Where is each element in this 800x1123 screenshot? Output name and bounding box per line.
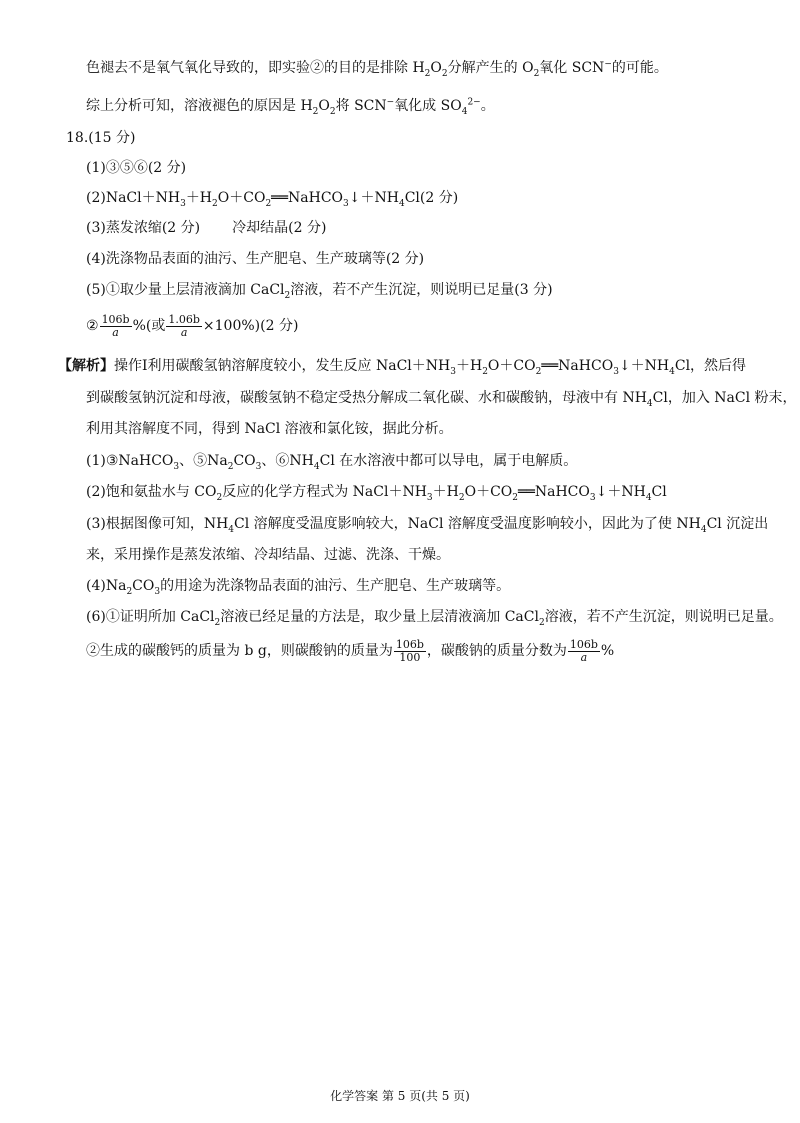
text: % <box>600 643 615 659</box>
fraction <box>100 314 132 339</box>
answer-2 <box>86 188 458 208</box>
text: 氧化 SCN <box>539 60 605 76</box>
answer-3 <box>86 218 326 238</box>
subscript: 4 <box>646 398 653 409</box>
paragraph-line-2 <box>86 96 495 116</box>
subscript: 2 <box>214 617 221 628</box>
superscript: − <box>386 97 395 108</box>
text: ×100%)(2 分) <box>202 318 299 334</box>
answer-5 <box>86 280 553 300</box>
subscript: 4 <box>700 524 707 535</box>
answer-5-part-2 <box>86 311 298 341</box>
question-heading <box>66 128 135 148</box>
subscript: 2 <box>329 106 336 117</box>
page-footer: 化学答案 第 5 页(共 5 页) <box>330 1089 470 1103</box>
answer-4 <box>86 249 424 269</box>
analysis-line-8 <box>86 576 510 596</box>
subscript: 2 <box>284 290 291 301</box>
subscript: 2 <box>424 68 431 79</box>
paragraph-line-1 <box>86 58 668 78</box>
analysis-line-5 <box>86 482 667 502</box>
fraction <box>166 314 202 339</box>
subscript: 3 <box>613 366 619 377</box>
text: 综上分析可知，溶液褪色的原因是 H <box>86 98 313 114</box>
subscript: 3 <box>343 198 349 209</box>
text: 。 <box>480 98 495 114</box>
text: ，碳酸钠的质量分数为 <box>426 643 567 659</box>
numerator: 1.06b <box>168 312 200 326</box>
text: O <box>430 60 442 76</box>
text: ══NaHCO <box>271 190 344 206</box>
text: 冷却结晶(2 分) <box>232 220 327 236</box>
analysis-line-10 <box>86 636 614 666</box>
text: ② <box>86 318 99 334</box>
text: CO <box>132 578 155 594</box>
text: ②生成的碳酸钙的质量为 b g，则碳酸钠的质量为 <box>86 643 393 659</box>
text: ↓＋NH <box>595 484 646 500</box>
subscript: 2 <box>482 366 488 377</box>
analysis-line-4 <box>86 451 577 471</box>
text: (1)③⑤⑥(2 分) <box>86 160 187 176</box>
text: (2)NaCl＋NH <box>86 190 181 206</box>
text: 分解产生的 O <box>447 60 534 76</box>
numerator: 106b <box>569 637 598 651</box>
subscript: 2 <box>458 492 465 503</box>
subscript: 3 <box>426 492 433 503</box>
text: (4)洗涤物品表面的油污、生产肥皂、生产玻璃等(2 分) <box>86 251 425 267</box>
text: Cl(2 分) <box>404 190 459 206</box>
analysis-line-3 <box>86 419 453 439</box>
subscript: 2 <box>533 68 540 79</box>
subscript: 2 <box>312 106 319 117</box>
subscript: 2 <box>441 68 448 79</box>
subscript: 4 <box>669 366 675 377</box>
text: 的可能。 <box>611 60 668 76</box>
analysis-line-9 <box>86 607 783 627</box>
text: ↓＋NH <box>618 358 670 374</box>
text: 的用途为洗涤物品表面的油污、生产肥皂、生产玻璃等。 <box>160 578 511 594</box>
text: 将 SCN <box>335 98 387 114</box>
subscript: 4 <box>645 492 652 503</box>
subscript: 4 <box>398 198 405 209</box>
text: O＋CO <box>487 358 536 374</box>
denominator: a <box>180 325 188 339</box>
text: 利用其溶解度不同，得到 NaCl 溶液和氯化铵，据此分析。 <box>86 421 453 437</box>
subscript: 2 <box>227 461 234 472</box>
text: 反应的化学方程式为 NaCl＋NH <box>222 484 427 500</box>
subscript: 2 <box>126 586 133 597</box>
text: O <box>318 98 330 114</box>
text: 溶液，若不产生沉淀，则说明已足量。 <box>544 609 783 625</box>
text: O＋CO <box>217 190 266 206</box>
text: 操作Ⅰ利用碳酸氢钠溶解度较小，发生反应 NaCl＋NH <box>114 358 451 374</box>
text: %(或 <box>132 318 166 334</box>
text: ══NaHCO <box>518 484 590 500</box>
text: Cl 在水溶液中都可以导电，属于电解质。 <box>319 453 578 469</box>
text: 溶液，若不产生沉淀，则说明已足量(3 分) <box>290 282 553 298</box>
text: Cl <box>651 484 667 500</box>
text: 到碳酸氢钠沉淀和母液，碳酸氢钠不稳定受热分解成二氧化碳、水和碳酸钠，母液中有 NH <box>86 390 647 406</box>
subscript: 3 <box>255 461 262 472</box>
denominator: 100 <box>399 650 421 664</box>
text: Cl，然后得 <box>674 358 747 374</box>
fraction <box>568 639 600 664</box>
text: (2)饱和氨盐水与 CO <box>86 484 217 500</box>
text: CO <box>233 453 256 469</box>
text: ＋H <box>455 358 483 374</box>
subscript: 4 <box>461 106 468 117</box>
analysis-label: 【解析】 <box>58 358 114 374</box>
text: 、⑥NH <box>261 453 314 469</box>
denominator: a <box>580 650 588 664</box>
subscript: 2 <box>535 366 542 377</box>
question-number: 18.(15 分) <box>66 130 136 146</box>
text: (4)Na <box>86 578 127 594</box>
text: (5)①取少量上层清液滴加 CaCl <box>86 282 285 298</box>
subscript: 3 <box>154 586 161 597</box>
superscript: − <box>604 59 612 70</box>
analysis-line-2 <box>86 388 797 408</box>
analysis-line-1 <box>58 356 746 376</box>
subscript: 3 <box>173 461 180 472</box>
subscript: 2 <box>216 492 223 503</box>
subscript: 2 <box>212 198 218 209</box>
subscript: 2 <box>265 198 272 209</box>
subscript: 3 <box>450 366 456 377</box>
text: ↓＋NH <box>348 190 399 206</box>
analysis-line-7 <box>86 545 450 565</box>
subscript: 3 <box>589 492 596 503</box>
text: (3)蒸发浓缩(2 分) <box>86 220 201 236</box>
subscript: 2 <box>538 617 545 628</box>
text: O＋CO <box>464 484 513 500</box>
analysis-line-6 <box>86 514 768 534</box>
text: (6)①证明所加 CaCl <box>86 609 215 625</box>
text: ＋H <box>432 484 459 500</box>
denominator: a <box>112 325 119 339</box>
text: (3)根据图像可知，NH <box>86 516 229 532</box>
text: ══NaHCO <box>541 358 614 374</box>
text: 来，采用操作是蒸发浓缩、冷却结晶、过滤、洗涤、干燥。 <box>86 547 450 563</box>
text: 色褪去不是氧气氧化导致的，即实验②的目的是排除 H <box>86 60 425 76</box>
text: Cl 沉淀出 <box>706 516 769 532</box>
text: ＋H <box>185 190 213 206</box>
subscript: 3 <box>180 198 186 209</box>
text: Cl 溶解度受温度影响较大，NaCl 溶解度受温度影响较小，因此为了使 NH <box>234 516 701 532</box>
numerator: 106b <box>395 637 424 651</box>
answer-1 <box>86 158 186 178</box>
superscript: 2− <box>467 97 481 108</box>
text: 氧化成 SO <box>394 98 462 114</box>
subscript: 2 <box>512 492 519 503</box>
text: (1)③NaHCO <box>86 453 174 469</box>
fraction <box>394 639 426 664</box>
subscript: 4 <box>313 461 320 472</box>
text: 、⑤Na <box>179 453 228 469</box>
numerator: 106b <box>101 312 130 326</box>
text: 溶液已经足量的方法是，取少量上层清液滴加 CaCl <box>220 609 539 625</box>
text: Cl，加入 NaCl 粉末， <box>652 390 797 406</box>
subscript: 4 <box>228 524 235 535</box>
